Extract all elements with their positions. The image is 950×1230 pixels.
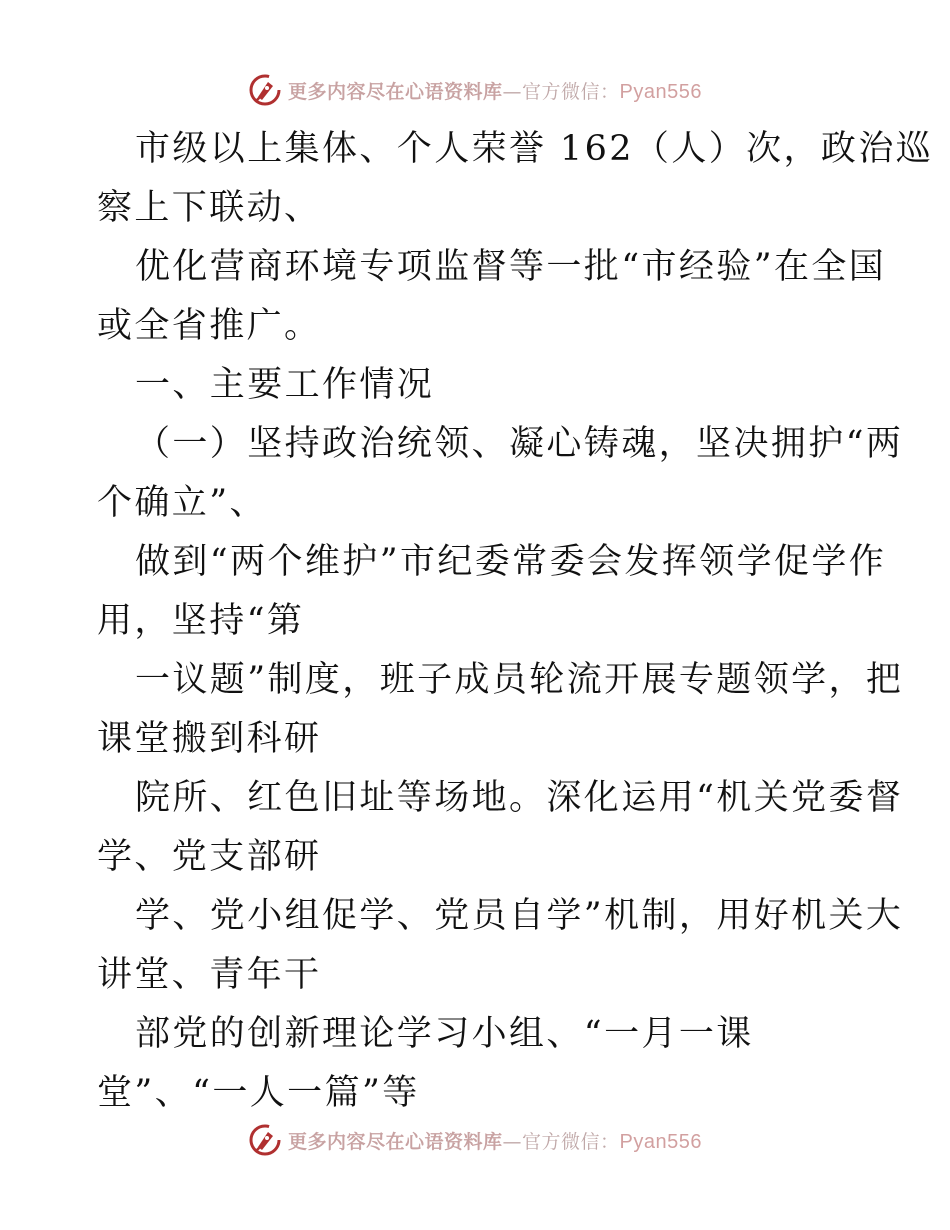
banner-brand-text: 更多内容尽在心语资料库 bbox=[288, 1130, 503, 1153]
body-line: 学、党小组促学、党员自学”机制，用好机关大 bbox=[135, 896, 904, 936]
subsection-heading: （一）坚持政治统领、凝心铸魂，坚决拥护“两 bbox=[135, 424, 904, 464]
body-line: 学、党支部研 bbox=[97, 837, 322, 877]
body-line: 察上下联动、 bbox=[97, 188, 322, 228]
header-banner-inner bbox=[248, 73, 702, 107]
body-line: 课堂搬到科研 bbox=[97, 719, 322, 759]
document-body bbox=[97, 120, 934, 1123]
body-line: 做到“两个维护”市纪委常委会发挥领学促学作 bbox=[135, 542, 887, 582]
body-line: 堂”、“一人一篇”等 bbox=[97, 1073, 420, 1113]
body-line: 个确立”、 bbox=[97, 483, 267, 523]
banner-separator: — bbox=[502, 80, 523, 103]
footer-banner bbox=[0, 1120, 950, 1160]
body-line: 院所、红色旧址等场地。深化运用“机关党委督 bbox=[135, 778, 904, 818]
banner-wechat-id: Pyan556 bbox=[619, 80, 702, 103]
banner-wechat-label: 官方微信： bbox=[522, 1130, 620, 1153]
footer-banner-text bbox=[288, 1127, 702, 1154]
banner-separator: — bbox=[502, 1130, 523, 1153]
body-line: 一议题”制度，班子成员轮流开展专题领学，把 bbox=[135, 660, 904, 700]
footer-banner-inner bbox=[248, 1123, 702, 1157]
body-line: 或全省推广。 bbox=[97, 306, 322, 346]
section-heading: 一、主要工作情况 bbox=[135, 365, 435, 405]
body-line: 部党的创新理论学习小组、“一月一课 bbox=[135, 1014, 754, 1054]
body-line: 市级以上集体、个人荣誉 162（人）次，政治巡 bbox=[135, 129, 934, 169]
banner-brand-text: 更多内容尽在心语资料库 bbox=[288, 80, 503, 103]
header-banner-text bbox=[288, 77, 702, 104]
body-line: 用，坚持“第 bbox=[97, 601, 305, 641]
body-line: 讲堂、青年干 bbox=[97, 955, 322, 995]
pen-nib-logo-icon bbox=[248, 73, 282, 107]
body-line: 优化营商环境专项监督等一批“市经验”在全国 bbox=[135, 247, 887, 287]
banner-wechat-id: Pyan556 bbox=[619, 1130, 702, 1153]
header-banner bbox=[0, 70, 950, 110]
pen-nib-logo-icon bbox=[248, 1123, 282, 1157]
banner-wechat-label: 官方微信： bbox=[522, 80, 620, 103]
